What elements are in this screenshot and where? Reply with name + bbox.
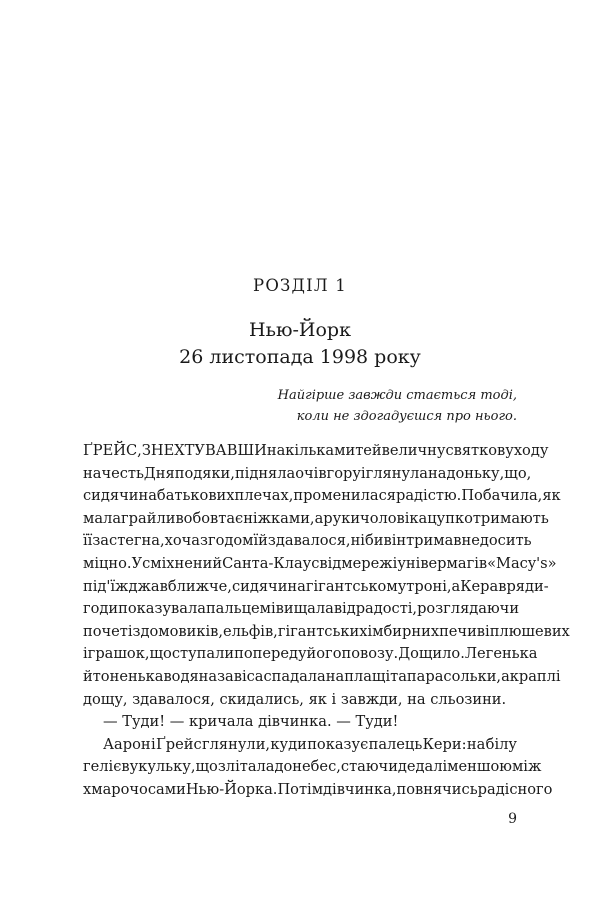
text-line: хмарочосами Нью-Йорка. Потім дівчинка, повнячись радісного <box>83 780 553 798</box>
dialogue-line: — Туди! — кричала дівчинка. — Туди! <box>103 713 399 731</box>
body-text <box>83 440 570 802</box>
epigraph-line: коли не здогадуєшся про нього. <box>296 409 517 424</box>
text-line: гелієву кульку, що злітала до небес, стаючи дедалі меншою між <box>83 758 542 776</box>
text-line: дощу, здавалося, скидались, як і завжди, на сльозини. <box>83 690 507 708</box>
text-line: мала грайливо бовтає ніжками, а руки чоловіка цупко тримають <box>83 509 549 527</box>
text-line: під'їжджав ближче, сидячи на гігантському троні, а Кера вряди- <box>83 577 549 595</box>
text-line: ҐРЕЙС, ЗНЕХТУВАВШИ на кілька митей величну святкову ходу <box>83 442 549 459</box>
text-line: іграшок, що ступали попереду його повозу. Дощило. Легенька <box>83 645 538 663</box>
text-line: Аарон і Ґрейс глянули, куди показує палець Кери: на білу <box>103 735 517 753</box>
text-line: міцно. Усміхнений Санта-Клаус від мережі універмагів «Macy's» <box>83 554 557 572</box>
text-line: на честь Дня подяки, підняла очі вгору і глянула на доньку, що, <box>83 464 532 482</box>
chapter-date: 26 листопада 1998 року <box>179 346 421 368</box>
text-line: годи показувала пальцем і вищала від радості, розглядаючи <box>83 600 520 618</box>
page-number: 9 <box>508 811 517 827</box>
epigraph-line: Найгірше завжди стається тоді, <box>277 388 517 403</box>
text-line: її за стегна, хоча згодом їй здавалося, ніби він тримав не досить <box>83 532 532 550</box>
chapter-label: РОЗДІЛ 1 <box>253 276 347 295</box>
chapter-place: Нью-Йорк <box>249 319 351 341</box>
text-line: сидячи на батькових плечах, променилася радістю. Побачила, як <box>83 487 561 505</box>
text-line: й тоненька водяна завіса спадала на плащі та парасольки, а краплі <box>83 667 561 685</box>
epigraph <box>197 385 517 427</box>
text-line: почет із домовиків, ельфів, гігантських імбирних печив і плюшевих <box>83 622 570 640</box>
